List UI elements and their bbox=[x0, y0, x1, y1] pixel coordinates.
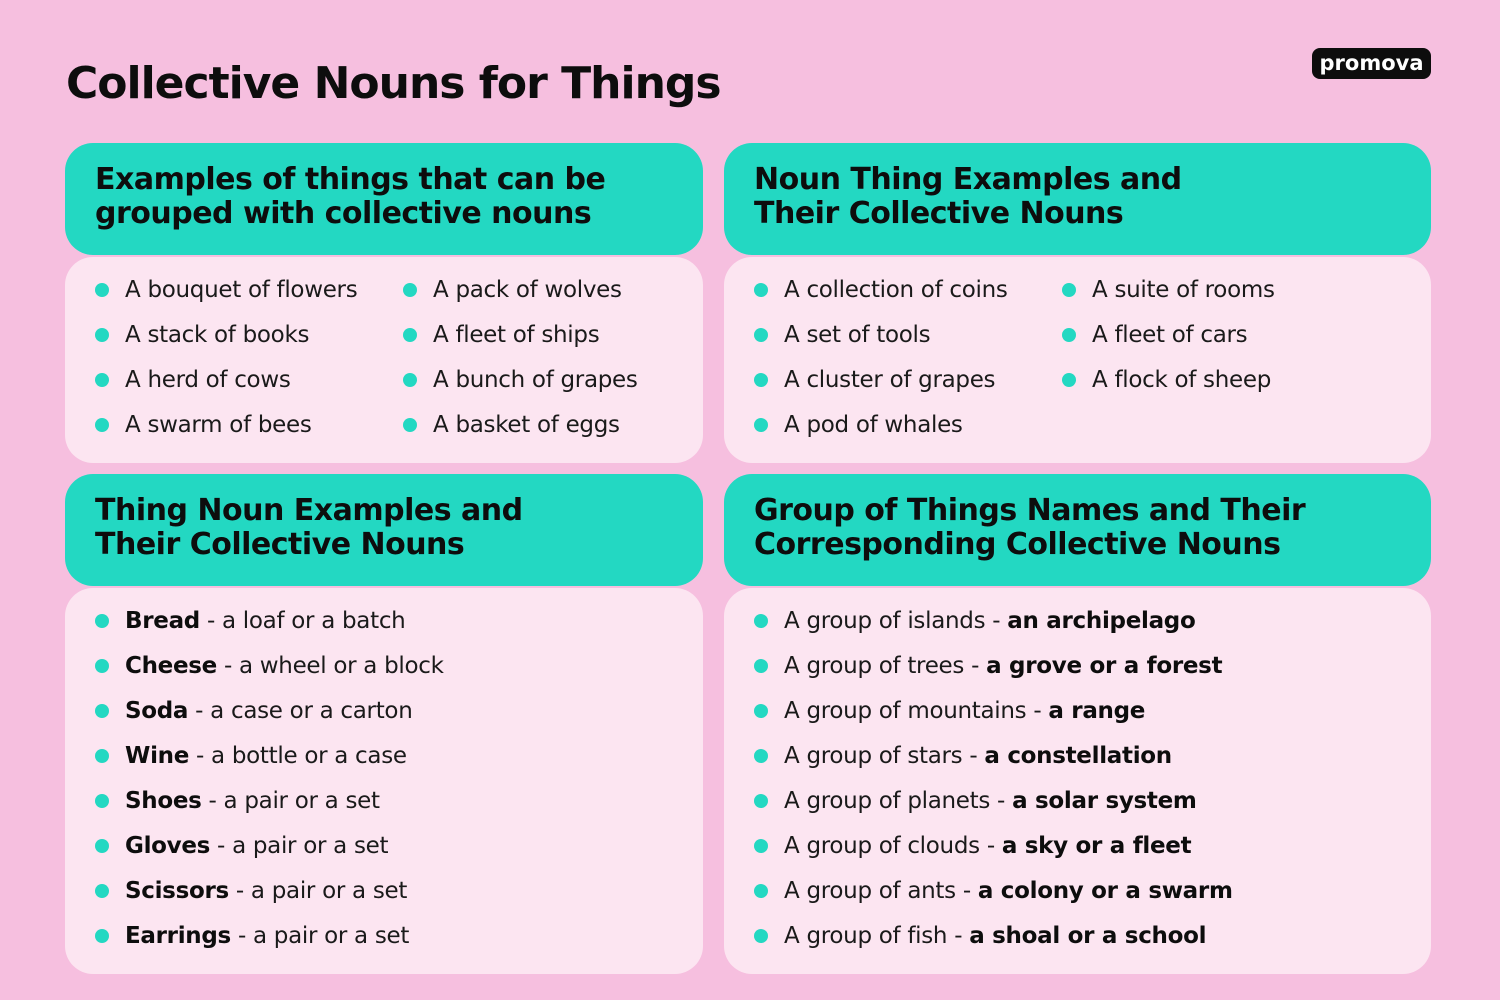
list-column bbox=[403, 275, 638, 455]
card-header bbox=[724, 474, 1431, 586]
bullet-icon bbox=[754, 794, 768, 808]
bullet-icon bbox=[95, 328, 109, 342]
card-header bbox=[724, 143, 1431, 255]
card-title: Group of Things Names and Their Corresponding Collective Nouns bbox=[754, 493, 1306, 562]
bullet-icon bbox=[95, 929, 109, 943]
list-column bbox=[1062, 275, 1275, 410]
page-title: Collective Nouns for Things bbox=[66, 58, 721, 109]
list-item: A collection of coins bbox=[754, 275, 1008, 320]
bullet-icon bbox=[754, 283, 768, 297]
card-title: Examples of things that can be grouped with collective nouns bbox=[95, 162, 606, 231]
card-things-examples bbox=[65, 143, 703, 463]
bullet-icon bbox=[754, 749, 768, 763]
bullet-icon bbox=[403, 283, 417, 297]
list-item: A pod of whales bbox=[754, 410, 1008, 455]
card-body bbox=[724, 588, 1431, 974]
list-item: A flock of sheep bbox=[1062, 365, 1275, 410]
bullet-icon bbox=[95, 839, 109, 853]
list-item: A fleet of ships bbox=[403, 320, 638, 365]
bullet-icon bbox=[754, 704, 768, 718]
list-item: Earrings - a pair or a set bbox=[95, 921, 444, 966]
bullet-icon bbox=[95, 614, 109, 628]
list-item: A group of trees - a grove or a forest bbox=[754, 651, 1233, 696]
list-item: A set of tools bbox=[754, 320, 1008, 365]
list-column bbox=[754, 606, 1233, 966]
bullet-icon bbox=[403, 373, 417, 387]
bullet-icon bbox=[403, 418, 417, 432]
bullet-icon bbox=[403, 328, 417, 342]
bullet-icon bbox=[95, 749, 109, 763]
list-column bbox=[95, 275, 357, 455]
bullet-icon bbox=[754, 373, 768, 387]
card-title: Noun Thing Examples and Their Collective Nouns bbox=[754, 162, 1182, 231]
bullet-icon bbox=[754, 929, 768, 943]
list-item: A fleet of cars bbox=[1062, 320, 1275, 365]
bullet-icon bbox=[754, 884, 768, 898]
list-item: A group of fish - a shoal or a school bbox=[754, 921, 1233, 966]
bullet-icon bbox=[1062, 373, 1076, 387]
list-column bbox=[95, 606, 444, 966]
list-item: A herd of cows bbox=[95, 365, 357, 410]
list-item: A group of mountains - a range bbox=[754, 696, 1233, 741]
bullet-icon bbox=[95, 659, 109, 673]
bullet-icon bbox=[95, 794, 109, 808]
bullet-icon bbox=[1062, 328, 1076, 342]
card-noun-thing-examples bbox=[724, 143, 1431, 463]
list-item: Gloves - a pair or a set bbox=[95, 831, 444, 876]
list-item: A swarm of bees bbox=[95, 410, 357, 455]
bullet-icon bbox=[95, 884, 109, 898]
card-body bbox=[65, 257, 703, 463]
card-thing-noun-examples bbox=[65, 474, 703, 974]
card-header bbox=[65, 143, 703, 255]
list-item: A group of clouds - a sky or a fleet bbox=[754, 831, 1233, 876]
bullet-icon bbox=[754, 418, 768, 432]
list-item: A pack of wolves bbox=[403, 275, 638, 320]
card-body bbox=[65, 588, 703, 974]
list-item: Bread - a loaf or a batch bbox=[95, 606, 444, 651]
list-item: A cluster of grapes bbox=[754, 365, 1008, 410]
list-item: A group of planets - a solar system bbox=[754, 786, 1233, 831]
list-item: Soda - a case or a carton bbox=[95, 696, 444, 741]
list-column bbox=[754, 275, 1008, 455]
list-item: A stack of books bbox=[95, 320, 357, 365]
bullet-icon bbox=[754, 328, 768, 342]
list-item: A suite of rooms bbox=[1062, 275, 1275, 320]
list-item: A group of islands - an archipelago bbox=[754, 606, 1233, 651]
card-header bbox=[65, 474, 703, 586]
list-item: Cheese - a wheel or a block bbox=[95, 651, 444, 696]
bullet-icon bbox=[95, 373, 109, 387]
bullet-icon bbox=[95, 418, 109, 432]
bullet-icon bbox=[754, 659, 768, 673]
promova-logo: promova bbox=[1312, 48, 1431, 79]
list-item: Shoes - a pair or a set bbox=[95, 786, 444, 831]
card-group-of-things bbox=[724, 474, 1431, 974]
list-item: A basket of eggs bbox=[403, 410, 638, 455]
list-item: Scissors - a pair or a set bbox=[95, 876, 444, 921]
bullet-icon bbox=[1062, 283, 1076, 297]
list-item: Wine - a bottle or a case bbox=[95, 741, 444, 786]
bullet-icon bbox=[95, 704, 109, 718]
card-body bbox=[724, 257, 1431, 463]
bullet-icon bbox=[95, 283, 109, 297]
list-item: A bunch of grapes bbox=[403, 365, 638, 410]
card-title: Thing Noun Examples and Their Collective Nouns bbox=[95, 493, 523, 562]
list-item: A group of ants - a colony or a swarm bbox=[754, 876, 1233, 921]
bullet-icon bbox=[754, 839, 768, 853]
list-item: A bouquet of flowers bbox=[95, 275, 357, 320]
list-item: A group of stars - a constellation bbox=[754, 741, 1233, 786]
bullet-icon bbox=[754, 614, 768, 628]
